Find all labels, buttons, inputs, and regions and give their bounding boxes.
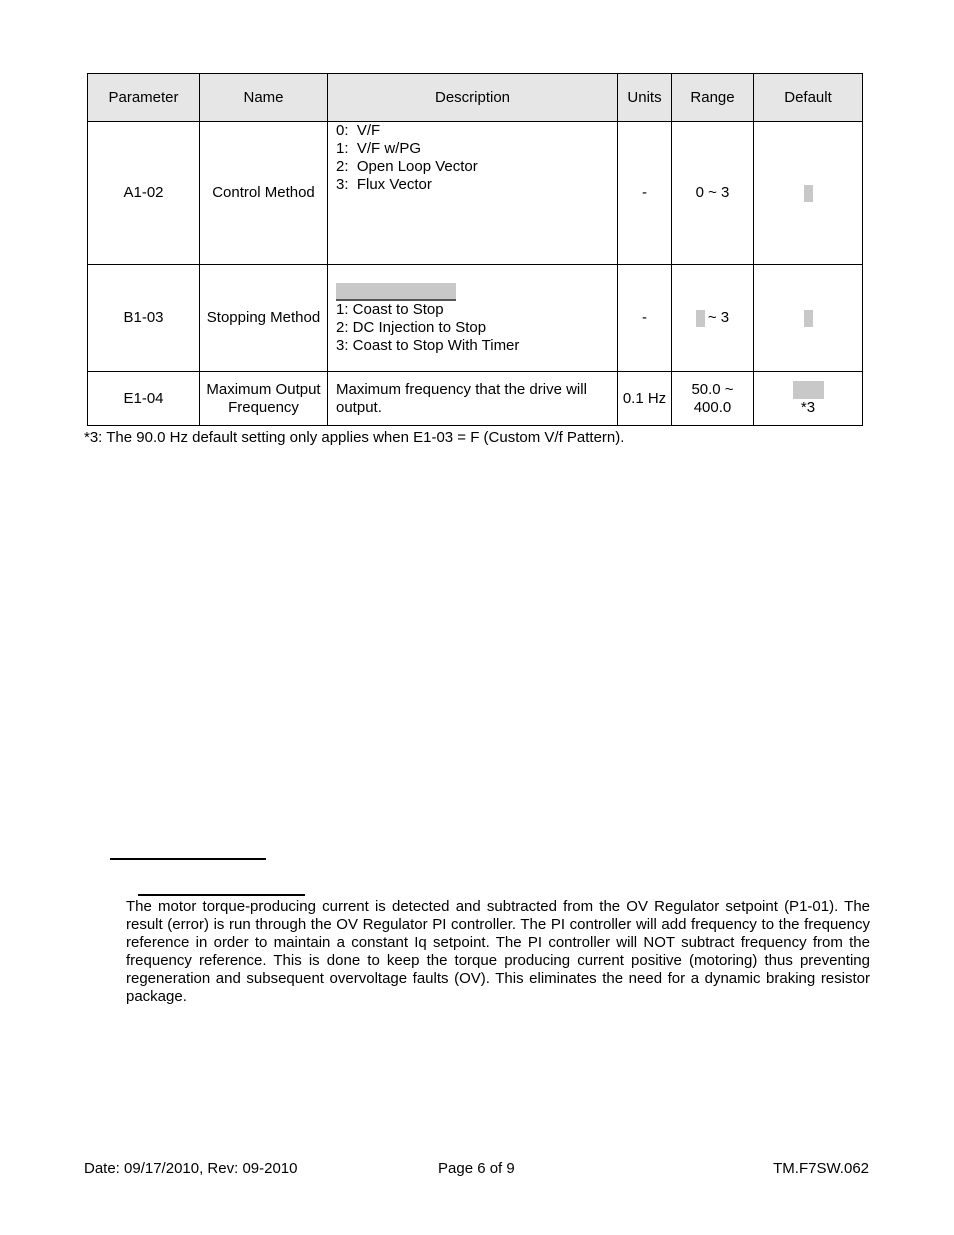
redacted-value — [804, 310, 813, 327]
cell-units: - — [618, 265, 672, 372]
cell-range — [672, 265, 754, 372]
redacted-value — [793, 381, 824, 399]
cell-range: 50.0 ~ 400.0 — [672, 372, 754, 426]
header-range: Range — [672, 74, 754, 122]
table-header-row — [88, 74, 863, 122]
heading-underline — [138, 894, 305, 896]
redacted-value — [804, 185, 813, 202]
description-line: 2: Open Loop Vector — [336, 158, 478, 175]
table-row — [88, 265, 863, 372]
header-parameter: Parameter — [88, 74, 200, 122]
header-units: Units — [618, 74, 672, 122]
description-line: 1: Coast to Stop — [336, 301, 444, 318]
header-name: Name — [200, 74, 328, 122]
description-line: 3: Coast to Stop With Timer — [336, 337, 520, 354]
cell-description: Maximum frequency that the drive will output. — [328, 372, 618, 426]
cell-description — [328, 122, 618, 265]
header-default: Default — [754, 74, 863, 122]
redacted-value — [696, 310, 705, 327]
cell-default — [754, 122, 863, 265]
cell-name: Control Method — [200, 122, 328, 265]
cell-description — [328, 265, 618, 372]
default-footnote-ref: *3 — [800, 398, 816, 416]
cell-name: Maximum Output Frequency — [200, 372, 328, 426]
footer-date: Date: 09/17/2010, Rev: 09-2010 — [84, 1160, 298, 1177]
description-line: 1: V/F w/PG — [336, 140, 422, 157]
footer-doc-id: TM.F7SW.062 — [773, 1160, 869, 1177]
description-line: 2: DC Injection to Stop — [336, 319, 487, 336]
description-line: 0: V/F — [336, 122, 381, 139]
table-row — [88, 122, 863, 265]
redacted-text-bar — [336, 283, 456, 301]
parameter-table — [87, 73, 863, 426]
cell-default — [754, 372, 863, 426]
table-row — [88, 372, 863, 426]
table-footnote: *3: The 90.0 Hz default setting only applies when E1-03 = F (Custom V/f Pattern). — [84, 429, 625, 446]
ov-regulator-paragraph: The motor torque-producing current is detected and subtracted from the OV Regulator setpoint (P1-01). The result (error) is run through the OV Regulator PI controller. The PI controller will add frequency to the frequency reference in order to maintain a constant Iq setpoint. The PI controller will NOT subtract frequency from the frequency reference. This is done to keep the torque producing current positive (motoring) thus preventing regeneration and subsequent overvoltage faults (OV). This eliminates the need for a dynamic braking resistor package. — [126, 898, 870, 1005]
cell-parameter: A1-02 — [88, 122, 200, 265]
footer-page-number: Page 6 of 9 — [438, 1160, 515, 1177]
cell-default — [754, 265, 863, 372]
cell-name: Stopping Method — [200, 265, 328, 372]
cell-units: - — [618, 122, 672, 265]
range-suffix: ~ 3 — [707, 309, 730, 326]
cell-range: 0 ~ 3 — [672, 122, 754, 265]
header-description: Description — [328, 74, 618, 122]
footnote-divider — [110, 858, 266, 860]
cell-parameter: E1-04 — [88, 372, 200, 426]
cell-parameter: B1-03 — [88, 265, 200, 372]
description-line: 3: Flux Vector — [336, 176, 432, 193]
cell-units: 0.1 Hz — [618, 372, 672, 426]
